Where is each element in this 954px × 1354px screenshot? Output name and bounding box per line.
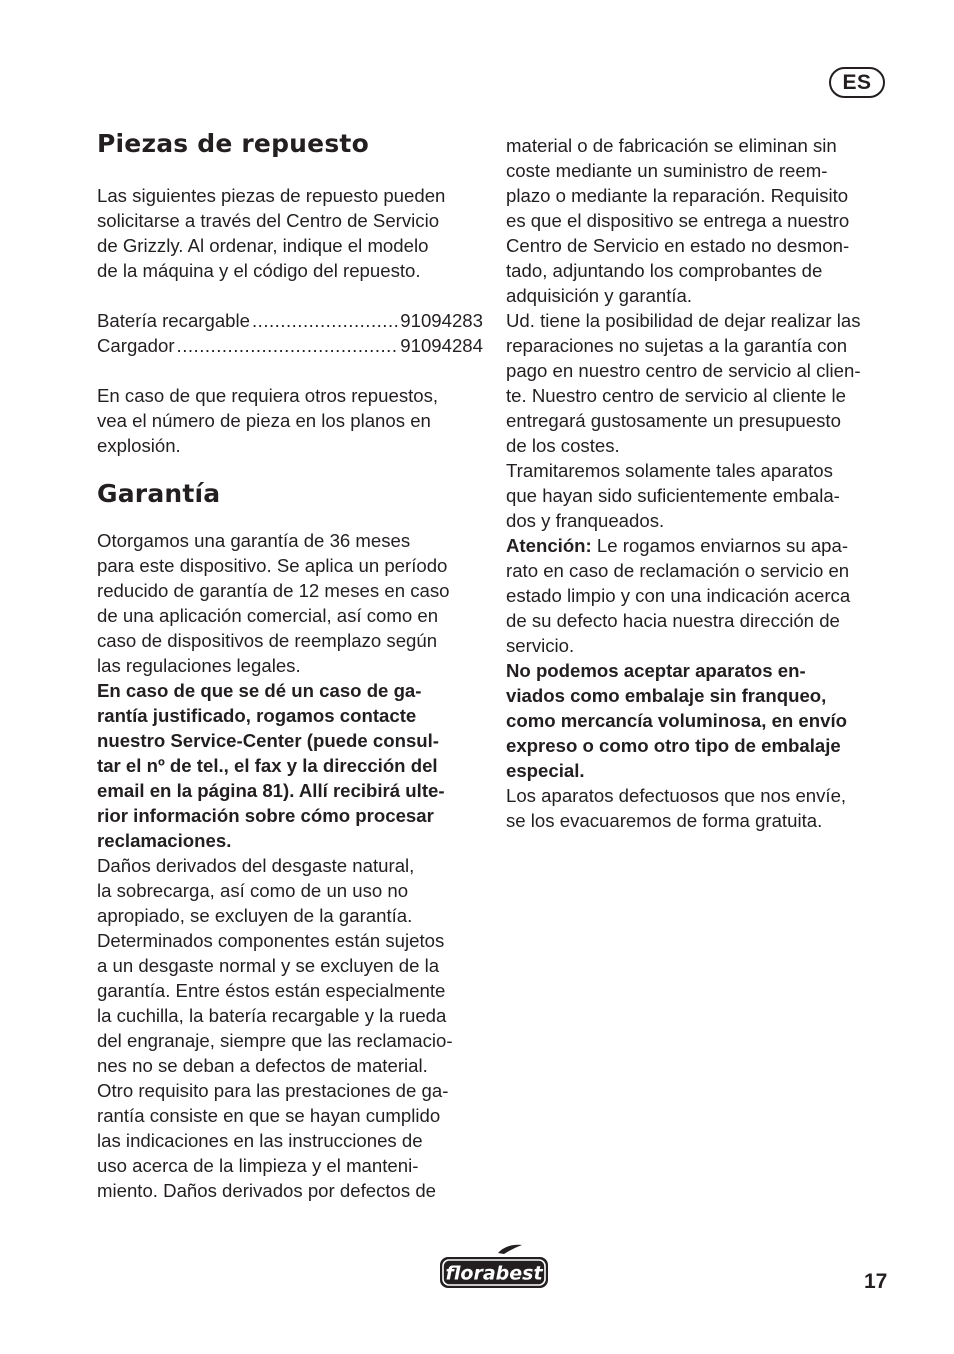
text-line: de su defecto hacia nuestra dirección de	[506, 610, 840, 631]
text-line: plazo o mediante la reparación. Requisito	[506, 185, 849, 206]
text-line: En caso de que requiera otros repuestos,	[97, 385, 439, 406]
text-line: se los evacuaremos de forma gratuita.	[506, 810, 823, 831]
text-line: reducido de garantía de 12 meses en caso	[97, 580, 450, 601]
spare-parts-list	[97, 308, 483, 358]
text-line: miento. Daños derivados por defectos de	[97, 1180, 437, 1201]
warranty-exclusions-paragraph	[97, 853, 483, 1203]
text-line: caso de dispositivos de reemplazo según	[97, 630, 438, 651]
attention-paragraph	[506, 533, 892, 658]
text-line: de la máquina y el código del repuesto.	[97, 260, 421, 281]
text-line: viados como embalaje sin franqueo,	[506, 685, 827, 706]
shipping-paragraph	[506, 458, 892, 533]
warranty-paragraph	[97, 528, 483, 678]
part-row	[97, 308, 483, 333]
text-line: vea el número de pieza en los planos en	[97, 410, 431, 431]
text-line: email en la página 81). Allí recibirá ulte-	[97, 780, 445, 801]
disposal-paragraph	[506, 783, 892, 833]
attention-text-continued	[506, 558, 892, 658]
text-line: garantía. Entre éstos están especialmente	[97, 980, 446, 1001]
text-line: tado, adjuntando los comprobantes de	[506, 260, 823, 281]
spare-parts-intro	[97, 183, 483, 283]
text-line: a un desgaste normal y se excluyen de la	[97, 955, 440, 976]
rejected-shipments-paragraph	[506, 658, 892, 783]
warranty-claim-paragraph	[97, 678, 483, 853]
text-line: que hayan sido suficientemente embala-	[506, 485, 840, 506]
text-line: Daños derivados del desgaste natural,	[97, 855, 415, 876]
attention-text: Le rogamos enviarnos su apa-	[591, 535, 849, 556]
right-column	[506, 133, 892, 833]
text-line: de una aplicación comercial, así como en	[97, 605, 439, 626]
part-row	[97, 333, 483, 358]
text-line: Ud. tiene la posibilidad de dejar realizar las	[506, 310, 861, 331]
text-line: No podemos aceptar aparatos en-	[506, 660, 806, 681]
text-line: entregará gustosamente un presupuesto	[506, 410, 841, 431]
page-number: 17	[864, 1270, 888, 1293]
part-code: 91094284	[400, 335, 483, 356]
text-line: dos y franqueados.	[506, 510, 665, 531]
text-line: rantía justificado, rogamos contacte	[97, 705, 417, 726]
warranty-continued-paragraph	[506, 133, 892, 308]
text-line: de Grizzly. Al ordenar, indique el modelo	[97, 235, 429, 256]
text-line: adquisición y garantía.	[506, 285, 693, 306]
text-line: Los aparatos defectuosos que nos envíe,	[506, 785, 847, 806]
text-line: coste mediante un suministro de reem-	[506, 160, 828, 181]
text-line: Determinados componentes están sujetos	[97, 930, 445, 951]
text-line: Centro de Servicio en estado no desmon-	[506, 235, 850, 256]
svg-text:florabest: florabest	[445, 1262, 543, 1285]
text-line: Tramitaremos solamente tales aparatos	[506, 460, 833, 481]
paid-repairs-paragraph	[506, 308, 892, 458]
text-line: es que el dispositivo se entrega a nuestro	[506, 210, 850, 231]
text-line: del engranaje, siempre que las reclamacio-	[97, 1030, 453, 1051]
text-line: explosión.	[97, 435, 181, 456]
language-badge: ES	[829, 67, 885, 98]
text-line: rior información sobre cómo procesar	[97, 805, 434, 826]
text-line: rantía consiste en que se hayan cumplido	[97, 1105, 441, 1126]
text-line: para este dispositivo. Se aplica un período	[97, 555, 448, 576]
spare-parts-note	[97, 383, 483, 458]
text-line: Las siguientes piezas de repuesto pueden	[97, 185, 446, 206]
attention-label: Atención:	[506, 535, 592, 556]
section-title-spare-parts: Piezas de repuesto	[97, 129, 369, 158]
text-line: nuestro Service-Center (puede consul-	[97, 730, 439, 751]
text-line: tar el nº de tel., el fax y la dirección del	[97, 755, 438, 776]
text-line: rato en caso de reclamación o servicio en	[506, 560, 850, 581]
text-line: servicio.	[506, 635, 575, 656]
text-line: de los costes.	[506, 435, 620, 456]
dot-leader	[252, 308, 398, 333]
text-line: uso acerca de la limpieza y el manteni-	[97, 1155, 419, 1176]
text-line: estado limpio y con una indicación acerca	[506, 585, 851, 606]
text-line: te. Nuestro centro de servicio al cliente le	[506, 385, 847, 406]
text-line: pago en nuestro centro de servicio al clien-	[506, 360, 861, 381]
text-line: expreso o como otro tipo de embalaje	[506, 735, 841, 756]
text-line: reclamaciones.	[97, 830, 232, 851]
part-name: Cargador	[97, 335, 175, 356]
text-line: las indicaciones en las instrucciones de	[97, 1130, 423, 1151]
text-line: como mercancía voluminosa, en envío	[506, 710, 847, 731]
text-line: solicitarse a través del Centro de Servicio	[97, 210, 440, 231]
dot-leader	[177, 333, 399, 358]
text-line: las regulaciones legales.	[97, 655, 301, 676]
text-line: apropiado, se excluyen de la garantía.	[97, 905, 413, 926]
text-line: reparaciones no sujetas a la garantía con	[506, 335, 848, 356]
text-line: material o de fabricación se eliminan sin	[506, 135, 837, 156]
left-column	[97, 128, 483, 1203]
text-line: Otorgamos una garantía de 36 meses	[97, 530, 411, 551]
text-line: la sobrecarga, así como de un uso no	[97, 880, 409, 901]
text-line: En caso de que se dé un caso de ga-	[97, 680, 422, 701]
part-name: Batería recargable	[97, 310, 250, 331]
florabest-logo	[438, 1244, 550, 1290]
part-code: 91094283	[400, 310, 483, 331]
text-line: especial.	[506, 760, 585, 781]
text-line: nes no se deban a defectos de material.	[97, 1055, 428, 1076]
section-title-warranty: Garantía	[97, 479, 221, 508]
text-line: Otro requisito para las prestaciones de ga-	[97, 1080, 449, 1101]
text-line: la cuchilla, la batería recargable y la rueda	[97, 1005, 447, 1026]
